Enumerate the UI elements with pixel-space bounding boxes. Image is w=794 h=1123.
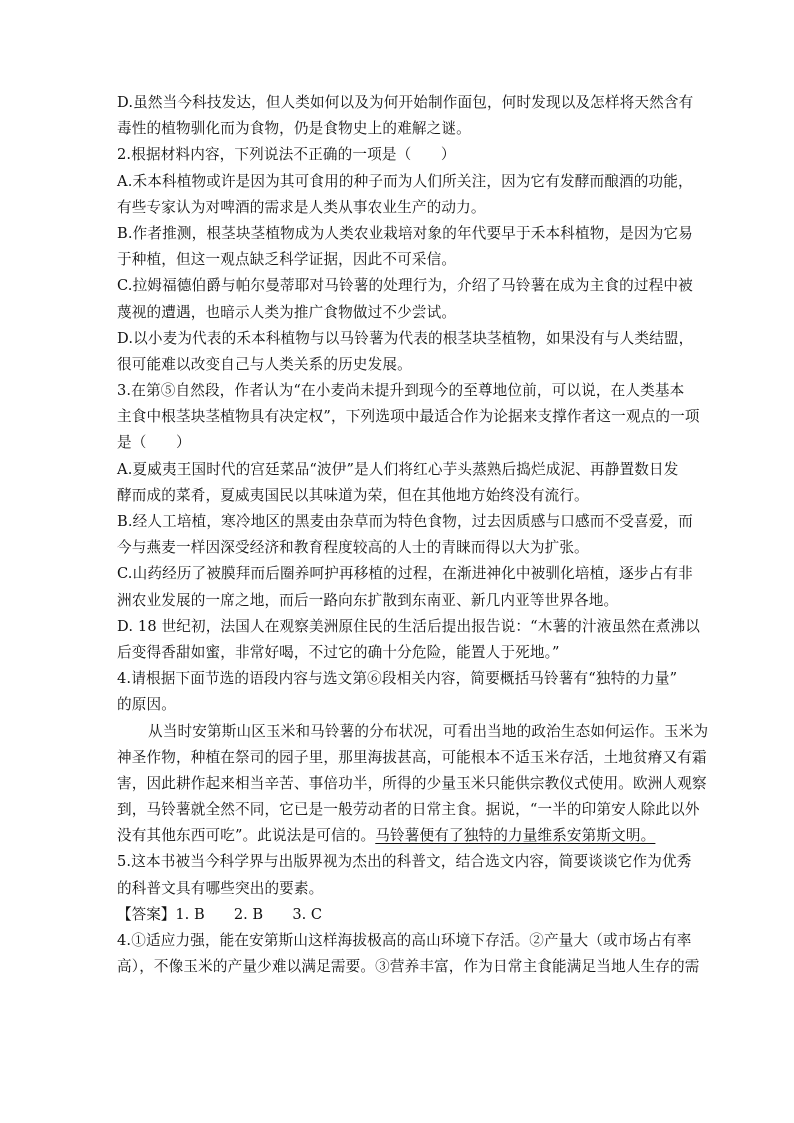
option-b: B.作者推测，根茎块茎植物成为人类农业栽培对象的年代要早于禾本科植物，是因为它易	[117, 224, 693, 242]
text-line: 很可能难以改变自己与人类关系的历史发展。	[117, 355, 412, 373]
text-line: 到，马铃薯就全然不同，它已是一般劳动者的日常主食。据说，“一半的印第安人除此以外	[117, 801, 700, 819]
text-line: 害，因此耕作起来相当辛苦、事倍功半，所得的少量玉米只能供宗教仪式使用。欧洲人观察	[117, 774, 707, 792]
option-d: D. 18 世纪初，法国人在观察美洲原住民的生活后提出报告说：“木薯的汁液虽然在煮沸以	[117, 617, 700, 635]
question-4: 4.请根据下面节选的语段内容与选文第⑥段相关内容，简要概括马铃薯有“独特的力量”	[117, 670, 678, 688]
text-line: 有些专家认为对啤酒的需求是人类从事农业生产的动力。	[117, 198, 486, 216]
excerpt-paragraph: 从当时安第斯山区玉米和马铃薯的分布状况，可看出当地的政治生态如何运作。玉米为	[148, 722, 709, 740]
text-line: 主食中根茎块茎植物具有决定权”，下列选项中最适合作为论据来支撑作者这一观点的一项	[117, 408, 700, 426]
option-c: C.拉姆福德伯爵与帕尔曼蒂耶对马铃薯的处理行为，介绍了马铃薯在成为主食的过程中被	[117, 277, 693, 295]
option-c: C.山药经历了被膜拜而后圈养呵护再移植的过程，在渐进神化中被驯化培植，逐步占有非	[117, 565, 693, 583]
text-line: D.虽然当今科技发达，但人类如何以及为何开始制作面包，何时发现以及怎样将天然含有	[117, 94, 694, 111]
text-line: 今与燕麦一样因深受经济和教育程度较高的人士的青睐而得以大为扩张。	[117, 539, 589, 557]
text-line: 神圣作物，种植在祭司的园子里，那里海拔甚高，可能根本不适玉米存活，土地贫瘠又有霜	[117, 748, 707, 766]
text-line: 毒性的植物驯化而为食物，仍是食物史上的难解之谜。	[117, 120, 471, 138]
question-3: 3.在第⑤自然段，作者认为“在小麦尚未提升到现今的至尊地位前，可以说，在人类基本	[117, 382, 685, 400]
text-line: 蔑视的遭遇，也暗示人类为推广食物做过不少尝试。	[117, 303, 457, 321]
text-line: 的科普文具有哪些突出的要素。	[117, 879, 324, 897]
answer-heading: 【答案】1. B 2. B 3. C	[117, 905, 323, 923]
text-segment: 没有其他东西可吃”。此说法是可信的。	[117, 827, 376, 845]
text-line: 后变得香甜如蜜，非常好喝，不过它的确十分危险，能置人于死地。”	[117, 643, 560, 661]
option-b: B.经人工培植，寒冷地区的黑麦由杂草而为特色食物，过去因质感与口感而不受喜爱，而	[117, 513, 693, 530]
text-line	[117, 823, 677, 849]
text-line: 酵而成的菜肴，夏威夷国民以其味道为荣，但在其他地方始终没有流行。	[117, 486, 589, 504]
text-line: 是（ ）	[117, 434, 191, 452]
underlined-sentence: 马铃薯便有了独特的力量维系安第斯文明。	[375, 827, 656, 845]
text-line: 于种植，但这一观点缺乏科学证据，因此不可采信。	[117, 251, 457, 269]
option-a: A.夏威夷王国时代的宫廷菜品“波伊”是人们将红心芋头蒸熟后捣烂成泥、再静置数日发	[117, 460, 679, 478]
text-line: 的原因。	[117, 696, 176, 714]
answer-line: 高），不像玉米的产量少难以满足需要。③营养丰富，作为日常主食能满足当地人生存的需	[117, 958, 700, 976]
option-a: A.禾本科植物或许是因为其可食用的种子而为人们所关注，因为它有发酵而酿酒的功能，	[117, 172, 693, 190]
answer-line: 4.①适应力强，能在安第斯山这样海拔极高的高山环境下存活。②产量大（或市场占有率	[117, 932, 692, 949]
question-2: 2.根据材料内容，下列说法不正确的一项是（ ）	[117, 146, 456, 164]
text-line: 洲农业发展的一席之地，而后一路向东扩散到东南亚、新几内亚等世界各地。	[117, 591, 619, 609]
question-5: 5.这本书被当今科学界与出版界视为杰出的科普文，结合选文内容，简要谈谈它作为优秀	[117, 853, 692, 871]
option-d: D.以小麦为代表的禾本科植物与以马铃薯为代表的根茎块茎植物，如果没有与人类结盟，	[117, 329, 694, 347]
document-body	[117, 90, 709, 980]
